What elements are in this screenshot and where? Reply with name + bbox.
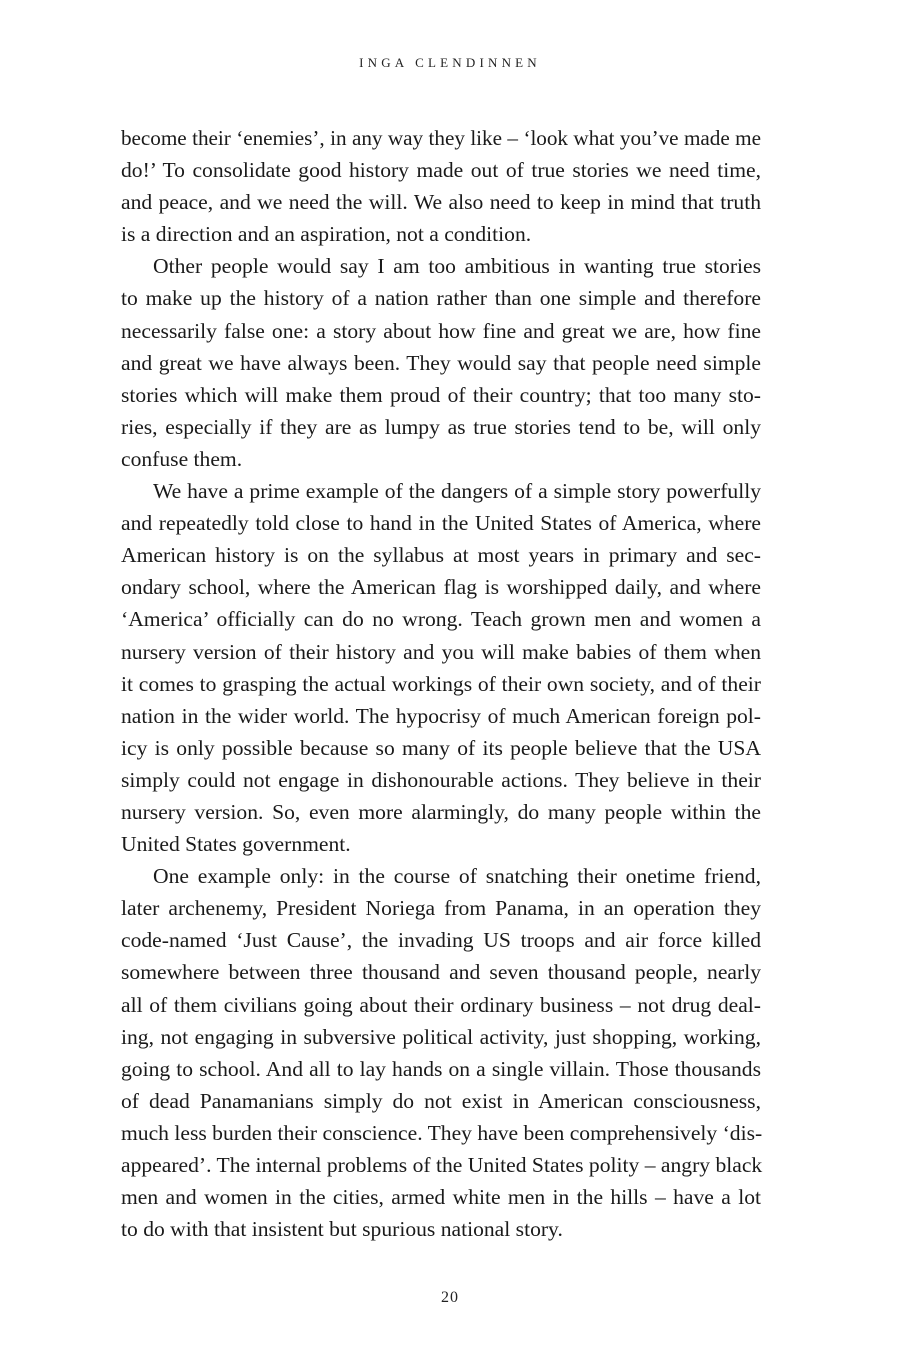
text-line: and peace, and we need the will. We also need to keep in mind that truth [121,190,761,215]
text-line: One example only: in the course of snatching their onetime friend, [153,864,761,889]
text-line: of dead Panamanians simply do not exist in American consciousness, [121,1088,761,1113]
text-line: all of them civilians going about their ordinary business – not drug deal- [121,992,761,1017]
text-line: confuse them. [121,446,243,471]
text-line: necessarily false one: a story about how fine and great we are, how fine [121,318,761,343]
text-line: nursery version. So, even more alarmingly, do many people within the [121,799,761,824]
text-line: stories which will make them proud of their country; that too many sto- [121,382,761,407]
paragraph [121,122,761,250]
text-line: ondary school, where the American flag is worshipped daily, and where [121,575,761,600]
running-head: INGA CLENDINNEN [359,55,541,70]
text-line: nursery version of their history and you will make babies of them when [121,639,761,664]
body-text [121,122,761,1245]
text-line: icy is only possible because so many of its people believe that the USA [121,735,761,760]
text-line: We have a prime example of the dangers of a simple story powerfully [153,479,761,504]
paragraph [121,475,761,860]
text-line: code-named ‘Just Cause’, the invading US troops and air force killed [121,928,761,953]
text-line: going to school. And all to lay hands on a single villain. Those thousands [121,1056,761,1081]
text-line: and repeatedly told close to hand in the United States of America, where [121,511,761,536]
text-line: later archenemy, President Noriega from Panama, in an operation they [121,896,761,921]
text-line: do!’ To consolidate good history made out of true stories we need time, [121,158,761,183]
text-line: Other people would say I am too ambitious in wanting true stories [153,254,761,279]
text-line: simply could not engage in dishonourable actions. They believe in their [121,767,761,792]
text-line: somewhere between three thousand and seven thousand people, nearly [121,960,761,985]
paragraph [121,860,761,1245]
text-line: to make up the history of a nation rather than one simple and therefore [121,286,761,311]
text-line: ing, not engaging in subversive political activity, just shopping, working, [121,1024,761,1049]
text-line: appeared’. The internal problems of the United States polity – angry black [121,1153,763,1177]
text-line: is a direction and an aspiration, not a condition. [121,222,532,247]
text-line: nation in the wider world. The hypocrisy of much American foreign pol- [121,703,761,728]
text-line: ‘America’ officially can do no wrong. Teach grown men and women a [121,607,761,632]
text-line: much less burden their conscience. They have been comprehensively ‘dis- [121,1120,763,1145]
page-number: 20 [441,1289,459,1306]
paragraph [121,250,761,475]
text-line: American history is on the syllabus at most years in primary and sec- [121,543,761,568]
text-line: become their ‘enemies’, in any way they like – ‘look what you’ve made me [121,126,761,150]
text-line: men and women in the cities, armed white men in the hills – have a lot [121,1185,761,1210]
text-line: it comes to grasping the actual workings of their own society, and of their [121,671,761,696]
text-line: to do with that insistent but spurious national story. [121,1217,563,1242]
text-line: and great we have always been. They would say that people need simple [121,350,761,375]
text-line: United States government. [121,832,351,857]
text-line: ries, especially if they are as lumpy as true stories tend to be, will only [121,414,761,439]
